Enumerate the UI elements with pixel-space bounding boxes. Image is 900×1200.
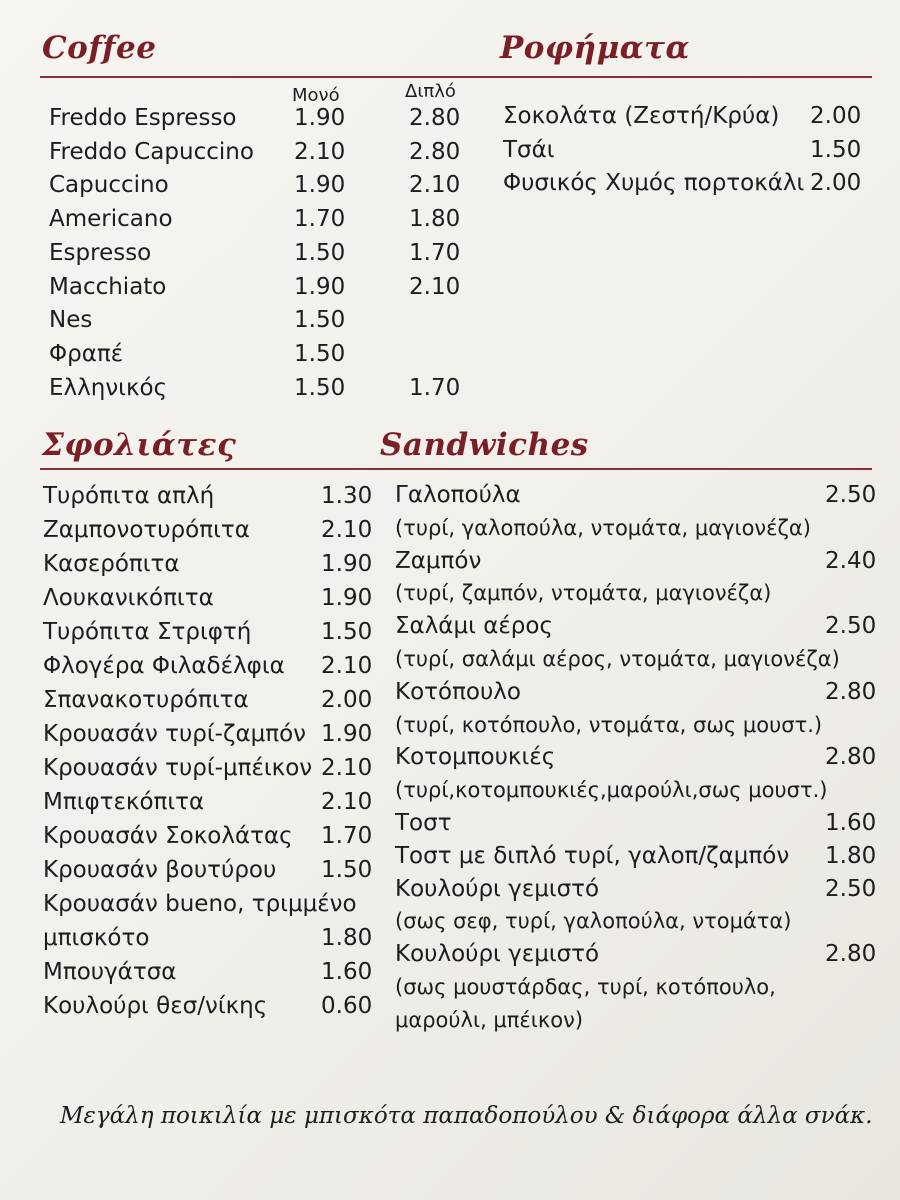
- item-price: 2.80: [825, 941, 877, 968]
- sandwich-item: [395, 740, 877, 774]
- item-price: 2.50: [825, 482, 877, 508]
- item-name: Κοτομπουκιές: [395, 744, 556, 771]
- drink-item: [503, 99, 862, 133]
- pastry-item: [43, 921, 373, 955]
- item-price: 0.60: [321, 993, 373, 1019]
- coffee-item: [49, 371, 469, 405]
- item-name: Φλογέρα Φιλαδέλφια: [43, 653, 285, 679]
- pastry-item: [43, 615, 373, 649]
- double-price: 2.80: [409, 105, 461, 131]
- item-price: 1.90: [321, 585, 373, 611]
- coffee-double-header: Διπλό: [405, 81, 456, 102]
- item-description: μαρούλι, μπέικον): [395, 1007, 584, 1032]
- item-price: 1.90: [321, 551, 373, 577]
- item-name: Ζαμπονοτυρόπιτα: [43, 517, 250, 543]
- item-name: Ζαμπόν: [395, 547, 482, 574]
- item-price: 2.10: [321, 789, 373, 815]
- sandwich-item: [395, 544, 877, 578]
- single-price: 1.50: [294, 239, 346, 266]
- item-name: Τυρόπιτα Στριφτή: [43, 619, 252, 645]
- item-price: 1.90: [321, 721, 373, 747]
- item-name: Freddo Espresso: [49, 105, 237, 131]
- item-name: Κουλούρι θεσ/νίκης: [43, 993, 268, 1019]
- item-price: 1.60: [825, 810, 877, 836]
- item-name: Τυρόπιτα απλή: [43, 483, 215, 509]
- item-price: 2.10: [321, 653, 373, 679]
- sandwich-item: [395, 675, 877, 709]
- item-price: 1.50: [810, 136, 862, 163]
- item-description: (τυρί, ζαμπόν, ντομάτα, μαγιονέζα): [395, 581, 772, 606]
- item-price: 2.80: [825, 744, 877, 771]
- item-price: 1.80: [321, 925, 373, 951]
- pastry-item: [43, 649, 373, 683]
- sandwich-item: [395, 609, 877, 643]
- pastry-item: [43, 819, 373, 853]
- single-price: 1.50: [294, 340, 346, 367]
- item-name: Κρουασάν βουτύρου: [43, 857, 277, 883]
- item-description: (τυρί, κοτόπουλο, ντομάτα, σως μουστ.): [395, 712, 823, 737]
- item-price: 2.00: [810, 170, 862, 196]
- pastry-item: [43, 751, 373, 785]
- item-price: 2.10: [321, 755, 373, 781]
- item-price: 2.80: [825, 678, 877, 705]
- sandwich-item: [395, 872, 877, 906]
- item-name: μπισκότο: [43, 925, 150, 951]
- item-name: Φραπέ: [49, 340, 124, 367]
- coffee-item: [49, 101, 469, 135]
- item-description: (σως σεφ, τυρί, γαλοπούλα, ντομάτα): [395, 909, 792, 934]
- item-price: 2.50: [825, 613, 877, 640]
- item-name: Μπουγάτσα: [43, 959, 177, 985]
- sandwich-item: [395, 478, 877, 512]
- double-price: 1.70: [409, 239, 461, 266]
- coffee-item: [49, 303, 469, 337]
- single-price: 1.90: [294, 105, 346, 131]
- double-price: 2.10: [409, 273, 461, 300]
- coffee-single-header: Μονό: [292, 85, 340, 106]
- item-price: 2.40: [825, 547, 877, 574]
- sandwiches-title: Sandwiches: [380, 427, 589, 463]
- drink-item: [503, 166, 862, 200]
- double-price: 2.10: [409, 172, 461, 199]
- single-price: 1.70: [294, 206, 346, 233]
- item-name: Γαλοπούλα: [395, 482, 521, 508]
- item-name: Τοστ: [395, 810, 452, 836]
- item-name: Freddo Capuccino: [49, 138, 254, 165]
- footer-note: Μεγάλη ποικιλία με μπισκότα παπαδοπούλου & διάφορα άλλα σνάκ.: [60, 1103, 873, 1129]
- item-price: 1.30: [321, 483, 373, 509]
- single-price: 1.50: [294, 307, 346, 334]
- double-price: 1.80: [409, 206, 461, 233]
- item-name: Κουλούρι γεμιστό: [395, 941, 600, 968]
- item-name: Nes: [49, 307, 93, 334]
- item-name: Κοτόπουλο: [395, 678, 521, 705]
- drinks-title: Ροφήματα: [500, 30, 690, 66]
- item-name: Κρουασάν τυρί-μπέικον: [43, 755, 313, 781]
- pastry-item: [43, 547, 373, 581]
- single-price: 2.10: [294, 138, 346, 165]
- item-price: 1.80: [825, 842, 877, 869]
- item-description: (τυρί, γαλοπούλα, ντομάτα, μαγιονέζα): [395, 515, 811, 540]
- coffee-item: [49, 202, 469, 236]
- coffee-item: [49, 337, 469, 371]
- item-name: Λουκανικόπιτα: [43, 585, 214, 611]
- item-name: Μπιφτεκόπιτα: [43, 789, 205, 815]
- item-name: Κρουασάν Σοκολάτας: [43, 823, 293, 849]
- sandwich-item: [395, 806, 877, 840]
- single-price: 1.90: [294, 172, 346, 199]
- pastry-item: [43, 717, 373, 751]
- middle-divider: [40, 468, 872, 470]
- pastry-item: [43, 479, 373, 513]
- top-divider: [40, 76, 872, 78]
- item-price: 2.00: [810, 103, 862, 129]
- item-price: 1.60: [321, 959, 373, 985]
- item-description: (τυρί, σαλάμι αέρος, ντομάτα, μαγιονέζα): [395, 647, 840, 671]
- item-name: Τσάι: [503, 136, 555, 163]
- double-price: 1.70: [409, 374, 461, 401]
- item-name: Τοστ με διπλό τυρί, γαλοπ/ζαμπόν: [395, 842, 790, 869]
- item-name: Κρουασάν τυρί-ζαμπόν: [43, 721, 307, 747]
- sandwich-item: [395, 839, 877, 873]
- item-name: Americano: [49, 206, 173, 233]
- pastries-title: Σφολιάτες: [42, 427, 237, 463]
- sandwich-item: [395, 937, 877, 971]
- pastry-item: [43, 581, 373, 615]
- item-price: 2.00: [321, 687, 373, 713]
- coffee-title: Coffee: [42, 30, 157, 66]
- pastry-item: [43, 887, 373, 921]
- item-price: 2.50: [825, 875, 877, 902]
- coffee-item: [49, 135, 469, 169]
- pastry-item: [43, 513, 373, 547]
- pastry-item: [43, 683, 373, 717]
- pastry-item: [43, 955, 373, 989]
- item-name: Capuccino: [49, 172, 169, 199]
- item-description: (τυρί,κοτομπουκιές,μαρούλι,σως μουστ.): [395, 778, 828, 803]
- coffee-item: [49, 270, 469, 304]
- item-description: (σως μουστάρδας, τυρί, κοτόπουλο,: [395, 975, 776, 999]
- pastry-item: [43, 785, 373, 819]
- item-name: Macchiato: [49, 273, 167, 300]
- coffee-item: [49, 168, 469, 202]
- single-price: 1.50: [294, 374, 346, 401]
- item-name: Σπανακοτυρόπιτα: [43, 687, 249, 713]
- item-price: 1.70: [321, 823, 373, 849]
- double-price: 2.80: [409, 138, 461, 165]
- item-name: Ελληνικός: [49, 374, 168, 401]
- drink-item: [503, 133, 862, 167]
- item-price: 1.50: [321, 619, 373, 645]
- item-name: Espresso: [49, 239, 152, 266]
- item-price: 1.50: [321, 857, 373, 883]
- item-name: Φυσικός Χυμός πορτοκάλι: [503, 170, 805, 196]
- item-name: Σαλάμι αέρος: [395, 613, 553, 640]
- pastry-item: [43, 989, 373, 1023]
- pastry-item: [43, 853, 373, 887]
- item-name: Σοκολάτα (Ζεστή/Κρύα): [503, 103, 780, 129]
- item-name: Κουλούρι γεμιστό: [395, 875, 600, 902]
- item-price: 2.10: [321, 517, 373, 543]
- coffee-item: [49, 236, 469, 270]
- item-name: Κρουασάν bueno, τριμμένο: [43, 891, 357, 917]
- single-price: 1.90: [294, 273, 346, 300]
- item-name: Κασερόπιτα: [43, 551, 180, 577]
